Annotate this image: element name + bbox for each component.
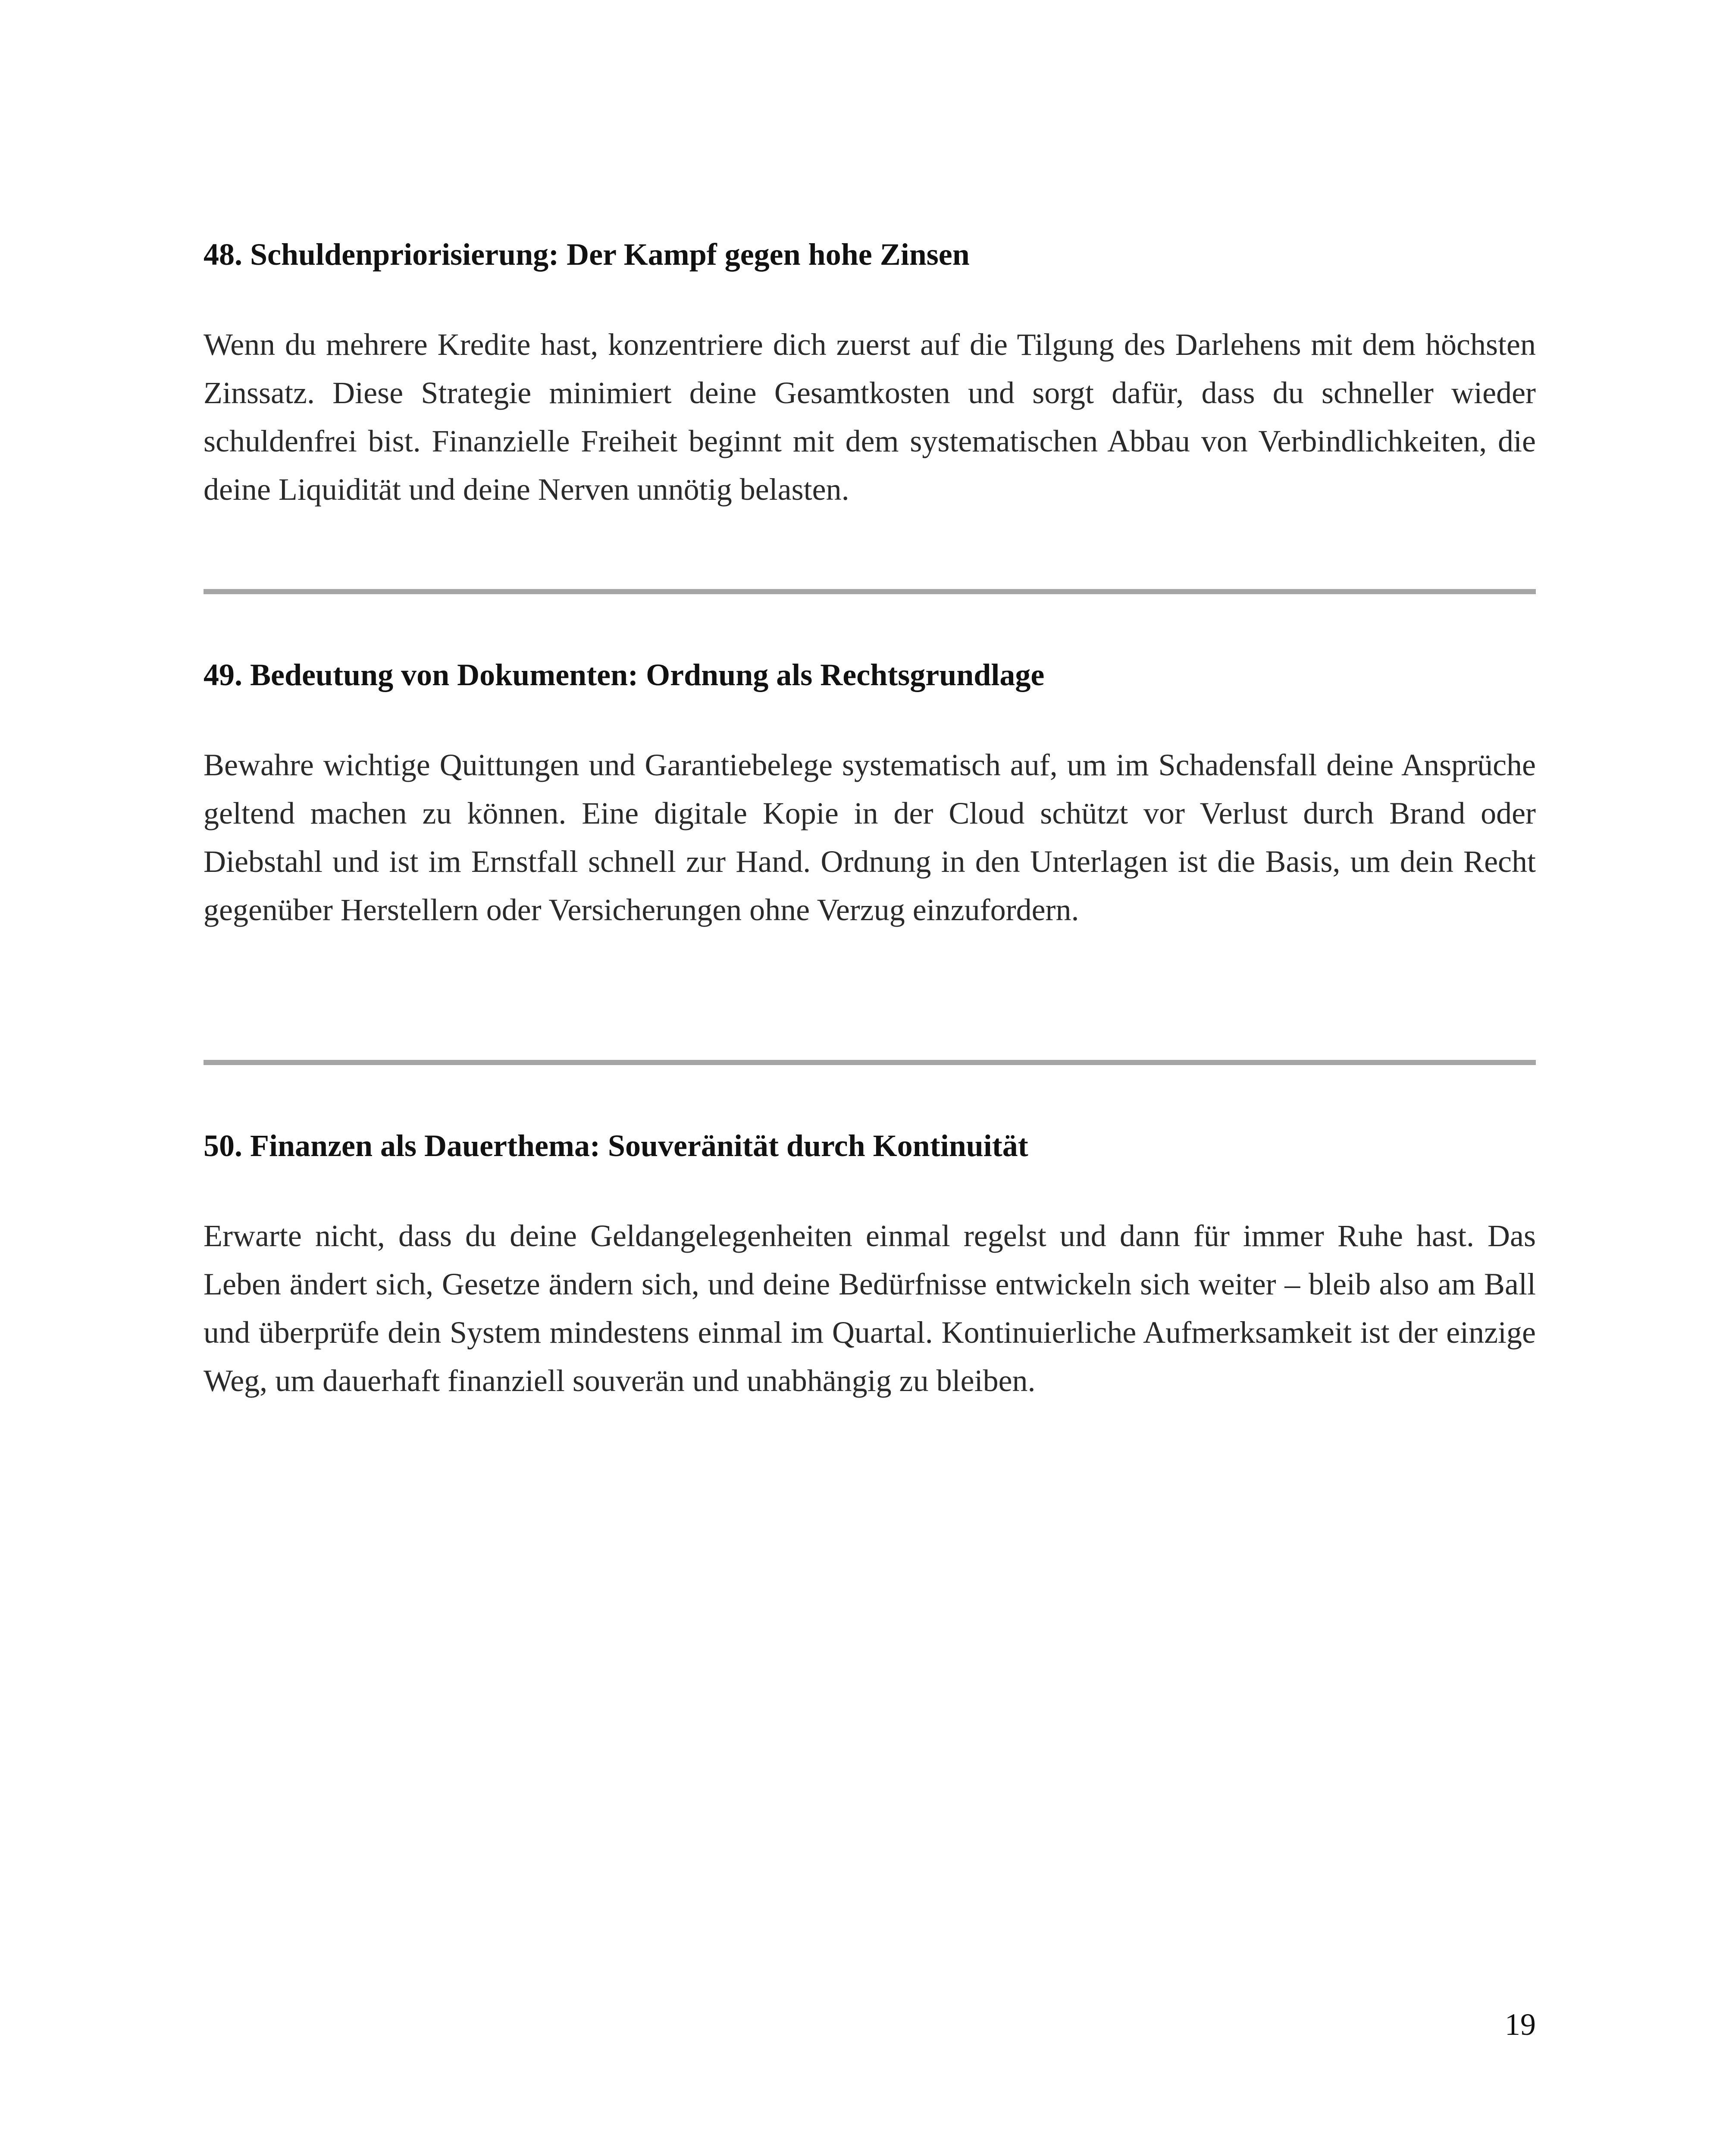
page-number: 19 <box>1505 2007 1536 2042</box>
section-50 <box>204 1126 1536 1405</box>
section-paragraph: Wenn du mehrere Kredite hast, konzentriere dich zuerst auf die Tilgung des Darlehens mit dem höchsten Zinssatz. Diese Strategie minimiert deine Gesamtkosten und sorgt dafür, dass du schneller wieder schuldenfrei bist. Finanzielle Freiheit beginnt mit dem systematischen Abbau von Verbindlichkeiten, die deine Liquidität und deine Nerven unnötig belasten. <box>204 327 1536 507</box>
section-paragraph: Erwarte nicht, dass du deine Geldangelegenheiten einmal regelst und dann für immer Ruhe hast. Das Leben ändert sich, Gesetze ändern sich, und deine Bedürfnisse entwickeln sich weiter – bleib also am Ball und überprüfe dein System mindestens einmal im Quartal. Kontinuierliche Aufmerksamkeit ist der einzige Weg, um dauerhaft finanziell souverän und unabhängig zu bleiben. <box>204 1219 1536 1398</box>
section-heading: 48. Schuldenpriorisierung: Der Kampf gegen hohe Zinsen <box>204 237 970 272</box>
section-divider <box>204 589 1536 594</box>
section-divider <box>204 1060 1536 1065</box>
section-49 <box>204 655 1536 934</box>
section-paragraph: Bewahre wichtige Quittungen und Garantiebelege systematisch auf, um im Schadensfall deine Ansprüche geltend machen zu können. Eine digitale Kopie in der Cloud schützt vor Verlust durch Brand oder Diebstahl und ist im Ernstfall schnell zur Hand. Ordnung in den Unterlagen ist die Basis, um dein Recht gegenüber Herstellern oder Versicherungen ohne Verzug einzufordern. <box>204 748 1536 927</box>
section-48 <box>204 235 1536 514</box>
section-heading: 49. Bedeutung von Dokumenten: Ordnung als Rechtsgrundlage <box>204 658 1045 692</box>
section-heading: 50. Finanzen als Dauerthema: Souveränität durch Kontinuität <box>204 1128 1028 1163</box>
